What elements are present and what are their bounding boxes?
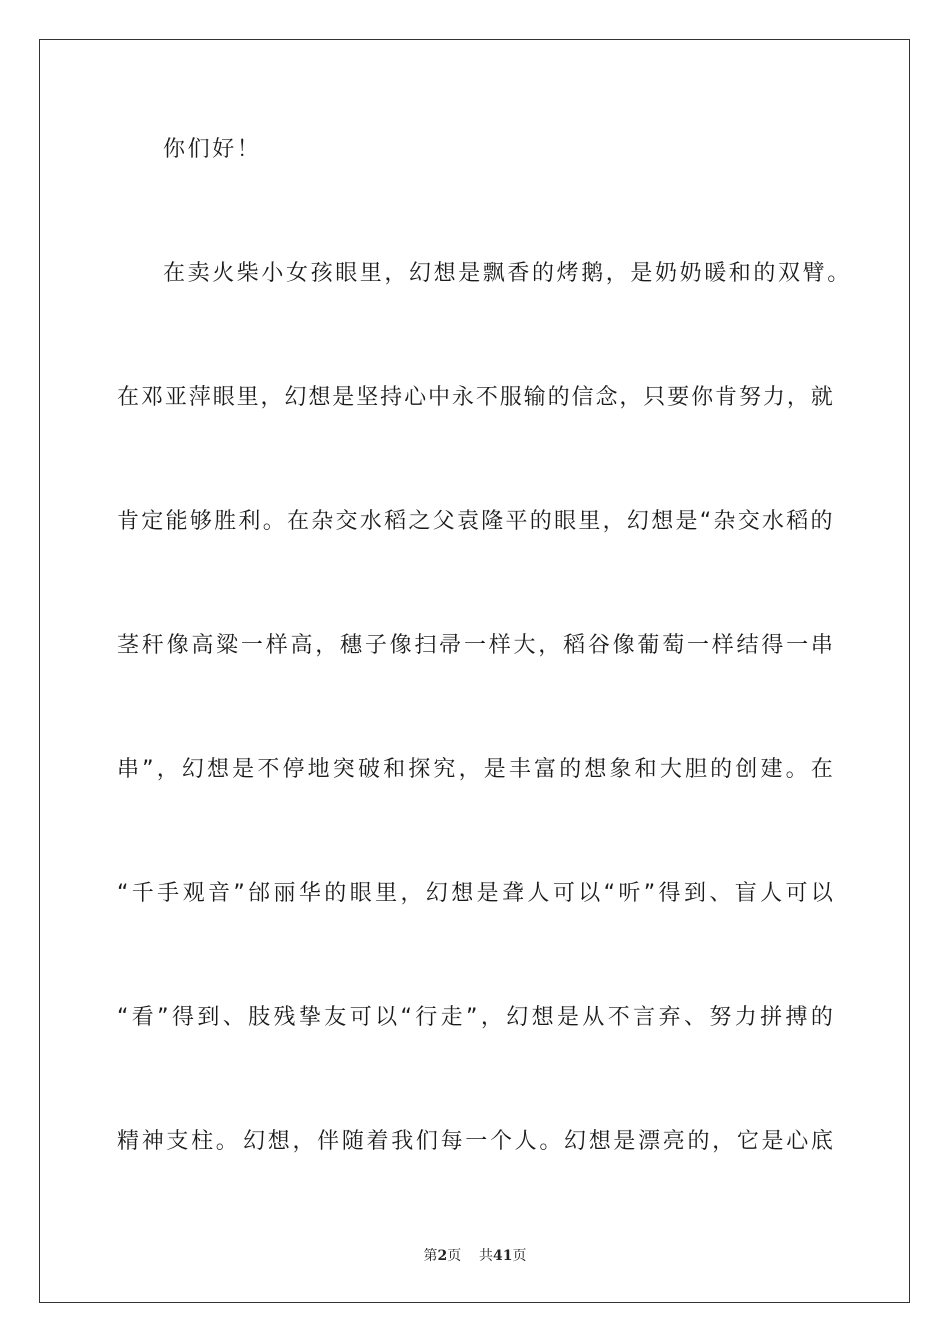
text-line-3: 在 邓 亚 萍 眼 里 ， 幻 想 是 坚 持 心 中 永 不 服 输 的 信 念 ， 只 要 你 肯 努 力 ， 就 — [117, 385, 833, 410]
text-line-2: 在卖火柴小女孩眼里，幻想是飘香的烤鹅，是奶奶暖和的双臂。 — [163, 261, 852, 286]
text-line-1: 你们好！ — [163, 137, 262, 162]
footer-total-pages: 41 — [493, 1248, 513, 1264]
footer-total-suffix: 页 — [512, 1248, 527, 1264]
page-border — [39, 39, 910, 1303]
footer-page-prefix: 第 — [423, 1248, 438, 1264]
footer-page-number: 2 — [437, 1248, 448, 1264]
footer-page-suffix: 页 — [447, 1248, 462, 1264]
text-line-8: “ 看 ” 得 到 、 肢 残 挚 友 可 以 “ 行 走 ” ， 幻 想 是 从 不 言 弃 、 努 力 拼 搏 的 — [117, 1005, 833, 1030]
page-footer — [0, 1247, 950, 1265]
text-line-5: 茎 秆 像 高 粱 一 样 高 ， 穗 子 像 扫 帚 一 样 大 ， 稻 谷 像 葡 萄 一 样 结 得 一 串 — [117, 633, 833, 658]
text-line-6: 串 ” ， 幻 想 是 不 停 地 突 破 和 探 究 ， 是 丰 富 的 想 象 和 大 胆 的 创 建 。 在 — [117, 757, 833, 782]
text-line-9: 精 神 支 柱 。 幻 想 ， 伴 随 着 我 们 每 一 个 人 。 幻 想 是 漂 亮 的 ， 它 是 心 底 — [117, 1129, 833, 1154]
footer-total-prefix: 共 — [479, 1248, 494, 1264]
text-line-7: “ 千 手 观 音 ” 邰 丽 华 的 眼 里 ， 幻 想 是 聋 人 可 以 “ 听 ” 得 到 、 盲 人 可 以 — [117, 881, 833, 906]
text-line-4: 肯 定 能 够 胜 利 。 在 杂 交 水 稻 之 父 袁 隆 平 的 眼 里 ， 幻 想 是 “ 杂 交 水 稻 的 — [117, 509, 833, 534]
